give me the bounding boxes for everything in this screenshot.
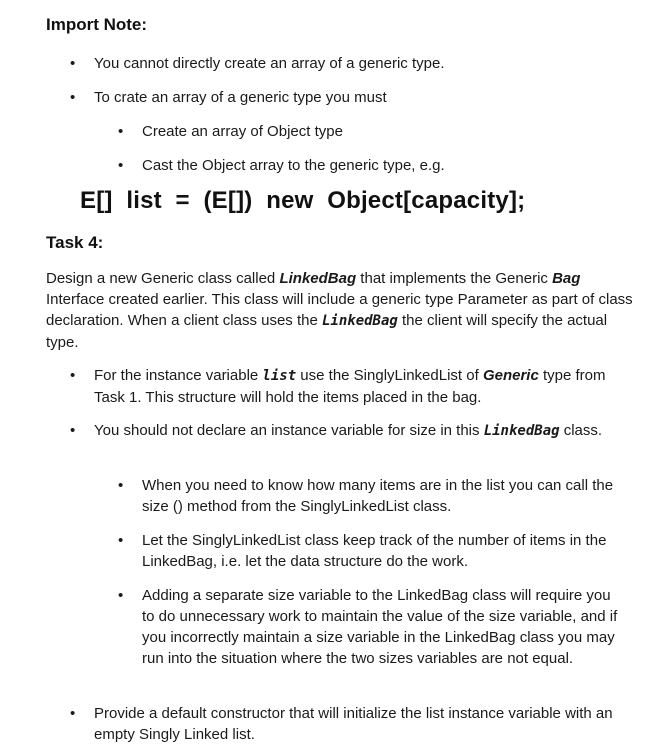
list-item-text: To crate an array of a generic type you must xyxy=(94,89,387,106)
bullet-icon: • xyxy=(70,422,76,439)
text-run: type from Task 1. This structure will hold the items placed in the bag. xyxy=(94,367,606,406)
list-code-term: list xyxy=(262,368,297,384)
task4-paragraph xyxy=(46,268,636,353)
text-run: class. xyxy=(559,422,603,439)
list-item-text: Cast the Object array to the generic type, e.g. xyxy=(142,157,445,174)
list-item-text: Provide a default constructor that will initialize the list instance variable with an empty Singly Linked list. xyxy=(94,705,613,743)
generic-term: Generic xyxy=(482,367,539,384)
list-item-text xyxy=(94,365,624,408)
bullet-icon: • xyxy=(118,477,124,494)
bullet-icon: • xyxy=(70,705,76,722)
text-run: use the SinglyLinkedList of xyxy=(296,367,483,384)
bullet-icon: • xyxy=(118,157,124,174)
text-run: Design a new Generic class called xyxy=(46,270,280,287)
text-run: You should not declare an instance variable for size in this xyxy=(94,422,484,439)
task4-heading: Task 4: xyxy=(46,233,104,252)
list-item-text: Adding a separate size variable to the LinkedBag class will require you to do unnecessary work to maintain the value of the size variable, and if you incorrectly maintain a size variable in the LinkedBag class you may run into the situation where the two sizes variables are not equal. xyxy=(142,587,618,667)
text-run: Interface created earlier. This class will include a generic type Parameter as part of class declaration. When a client class uses the xyxy=(46,291,633,329)
code-example: E[] list = (E[]) new Object[capacity]; xyxy=(80,187,526,214)
bag-term: Bag xyxy=(552,270,581,287)
bullet-icon: • xyxy=(70,367,76,384)
linkedbag-code-term: LinkedBag xyxy=(483,423,560,439)
bullet-icon: • xyxy=(118,532,124,549)
list-item-text: Create an array of Object type xyxy=(142,123,343,140)
text-run: that implements the Generic xyxy=(356,270,553,287)
bullet-icon: • xyxy=(70,55,76,72)
list-item-text: When you need to know how many items are in the list you can call the size () method from the SinglyLinkedList class. xyxy=(142,477,614,515)
linkedbag-code-term: LinkedBag xyxy=(321,313,398,329)
bullet-icon: • xyxy=(118,123,124,140)
text-run: the client will specify the actual type. xyxy=(46,312,608,351)
text-run: For the instance variable xyxy=(94,367,263,384)
bullet-icon: • xyxy=(118,587,124,604)
linkedbag-term: LinkedBag xyxy=(279,270,357,287)
list-item-text xyxy=(94,420,624,442)
bullet-icon: • xyxy=(70,89,76,106)
list-item-text: Let the SinglyLinkedList class keep track of the number of items in the LinkedBag, i.e. let the data structure do the work. xyxy=(142,532,607,570)
import-note-heading: Import Note: xyxy=(46,15,148,34)
list-item-text: You cannot directly create an array of a generic type. xyxy=(94,55,445,72)
